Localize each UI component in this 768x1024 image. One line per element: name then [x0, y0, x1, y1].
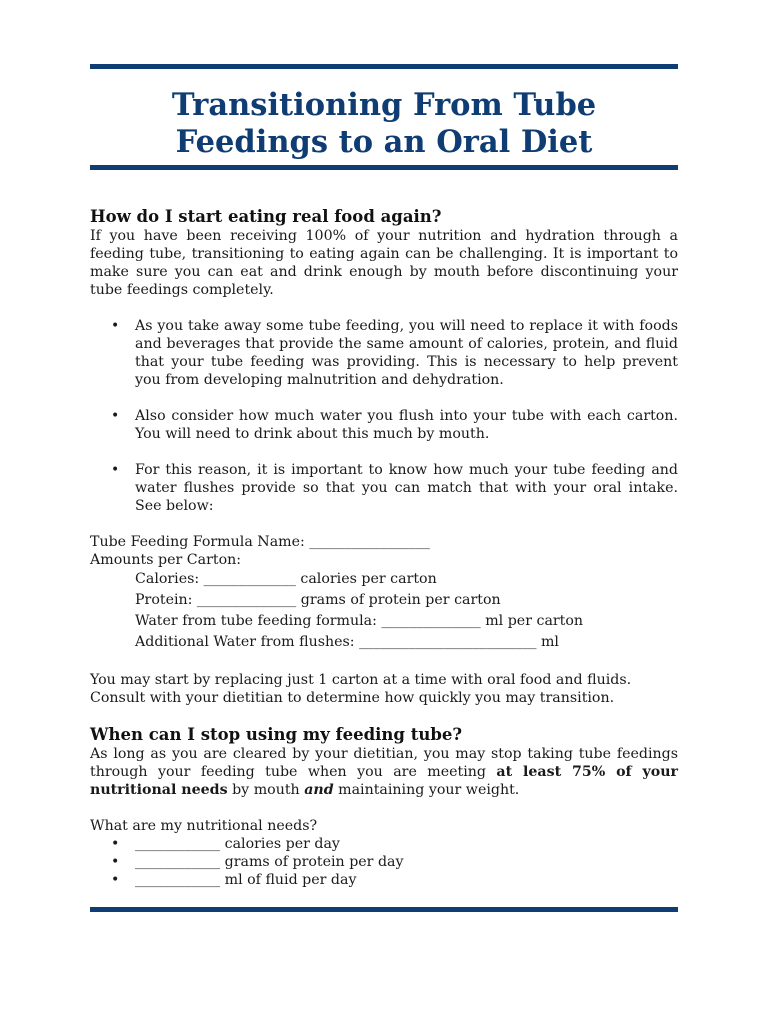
amounts-label: Amounts per Carton: [90, 552, 242, 568]
needs-protein: ____________ grams of protein per day [135, 854, 404, 870]
list-item[interactable] [90, 835, 678, 853]
bullet-text: For this reason, it is important to know how much your tube feeding and water flushes provide so that you can match that with your oral intake. See below: [135, 462, 678, 514]
water-flushes-field[interactable]: Additional Water from flushes: _________________________ ml [135, 634, 559, 650]
list-item [90, 461, 678, 515]
protein-field[interactable]: Protein: ______________ grams of protein per carton [135, 592, 501, 608]
transition-note: You may start by replacing just 1 carton at a time with oral food and fluids. Consult with your dietitian to determine how quickly you may transition. [90, 672, 632, 706]
document-page [90, 64, 678, 912]
bullet-icon: • [111, 872, 120, 888]
bullet-icon: • [111, 408, 120, 424]
needs-list [90, 835, 678, 889]
section2-text-em: and [304, 782, 334, 798]
section1-intro: If you have been receiving 100% of your nutrition and hydration through a feeding tube, transitioning to eating again can be challenging. It is important to make sure you can eat and drink enough by mouth before discontinuing your tube feedings completely. [90, 228, 678, 298]
bottom-rule [90, 907, 678, 912]
needs-title: What are my nutritional needs? [90, 818, 318, 834]
formula-name-field[interactable]: Tube Feeding Formula Name: _________________ [90, 534, 430, 550]
needs-fluid: ____________ ml of fluid per day [135, 872, 357, 888]
list-item[interactable] [90, 871, 678, 889]
bullet-icon: • [111, 318, 120, 334]
bullet-icon: • [111, 462, 120, 478]
needs-calories: ____________ calories per day [135, 836, 340, 852]
section2-text [90, 745, 678, 799]
water-formula-field[interactable]: Water from tube feeding formula: ______________ ml per carton [135, 613, 584, 629]
section2-text-a: As long as you are cleared by your dietitian, you may stop taking tube feedings through your feeding tube when you are meeting [90, 746, 678, 780]
title-underline-rule [90, 165, 678, 170]
list-item [90, 407, 678, 443]
section2-text-b: by mouth [227, 782, 305, 798]
section2-text-c: maintaining your weight. [333, 782, 520, 798]
bullet-text: Also consider how much water you flush into your tube with each carton. You will need to drink about this much by mouth. [135, 408, 678, 442]
section1-bullet-list [90, 317, 678, 515]
list-item [90, 317, 678, 389]
calories-field[interactable]: Calories: _____________ calories per carton [135, 571, 437, 587]
title-line-1: Transitioning From Tube [171, 87, 597, 123]
section1-heading: How do I start eating real food again? [90, 207, 442, 226]
document-title [90, 87, 678, 161]
section2-text-bold: at least 75% of your nutritional needs [90, 764, 678, 798]
bullet-text: As you take away some tube feeding, you will need to replace it with foods and beverages that provide the same amount of calories, protein, and fluid that your tube feeding was providing. This is necessary to help prevent you from developing malnutrition and dehydration. [135, 318, 678, 388]
carton-form [90, 533, 678, 653]
bullet-icon: • [111, 854, 120, 870]
title-line-2: Feedings to an Oral Diet [175, 124, 593, 160]
list-item[interactable] [90, 853, 678, 871]
top-rule [90, 64, 678, 69]
bullet-icon: • [111, 836, 120, 852]
section2-heading: When can I stop using my feeding tube? [90, 725, 463, 744]
